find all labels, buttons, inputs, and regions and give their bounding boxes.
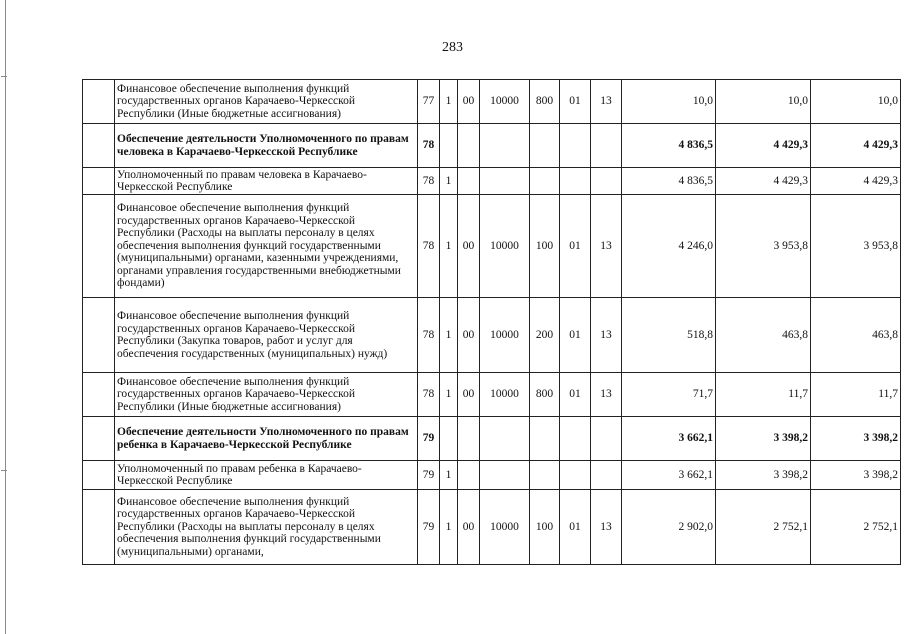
code-cell-c7 — [591, 417, 622, 461]
code-cell-c6: 01 — [560, 373, 591, 417]
code-cell-c3: 00 — [458, 80, 480, 124]
code-cell-c4: 10000 — [480, 80, 530, 124]
amount-cell-v3: 3 398,2 — [811, 417, 901, 461]
code-cell-c5: 100 — [530, 490, 560, 565]
amount-cell-v1: 4 836,5 — [622, 124, 716, 168]
table-row — [83, 195, 901, 298]
row-name-cell: Финансовое обеспечение выполнения функций государственных органов Карачаево-Черкесской Республики (Расходы на выплаты персоналу в целях обеспечения выполнения функций государственными (муниципальными) органами, казенными учреждениями, органами управления государственными внебюджетными фондами) — [115, 195, 418, 298]
code-cell-c3 — [458, 168, 480, 195]
row-margin-cell — [83, 298, 115, 373]
amount-cell-v3: 3 953,8 — [811, 195, 901, 298]
amount-cell-v3: 4 429,3 — [811, 168, 901, 195]
row-name-cell: Уполномоченный по правам человека в Карачаево-Черкесской Республике — [115, 168, 418, 195]
amount-cell-v3: 463,8 — [811, 298, 901, 373]
scan-left-edge — [5, 0, 6, 634]
code-cell-c1: 78 — [418, 124, 440, 168]
code-cell-c6 — [560, 124, 591, 168]
amount-cell-v3: 2 752,1 — [811, 490, 901, 565]
code-cell-c7: 13 — [591, 298, 622, 373]
amount-cell-v1: 10,0 — [622, 80, 716, 124]
table-row — [83, 124, 901, 168]
row-margin-cell — [83, 490, 115, 565]
amount-cell-v2: 2 752,1 — [716, 490, 811, 565]
row-name-cell: Уполномоченный по правам ребенка в Карачаево-Черкесской Республике — [115, 461, 418, 490]
amount-cell-v1: 3 662,1 — [622, 417, 716, 461]
code-cell-c1: 78 — [418, 195, 440, 298]
amount-cell-v3: 3 398,2 — [811, 461, 901, 490]
amount-cell-v1: 4 246,0 — [622, 195, 716, 298]
code-cell-c5 — [530, 124, 560, 168]
scan-edge-tick — [1, 76, 7, 77]
code-cell-c4: 10000 — [480, 490, 530, 565]
code-cell-c1: 78 — [418, 168, 440, 195]
code-cell-c2 — [440, 124, 458, 168]
budget-table — [82, 79, 901, 565]
code-cell-c6 — [560, 461, 591, 490]
code-cell-c5 — [530, 168, 560, 195]
code-cell-c1: 79 — [418, 417, 440, 461]
code-cell-c3: 00 — [458, 195, 480, 298]
code-cell-c2: 1 — [440, 373, 458, 417]
code-cell-c5 — [530, 461, 560, 490]
code-cell-c5: 800 — [530, 80, 560, 124]
row-name-cell: Обеспечение деятельности Уполномоченного по правам ребенка в Карачаево-Черкесской Республике — [115, 417, 418, 461]
scan-edge-tick — [1, 470, 7, 471]
row-margin-cell — [83, 417, 115, 461]
amount-cell-v2: 463,8 — [716, 298, 811, 373]
amount-cell-v3: 4 429,3 — [811, 124, 901, 168]
code-cell-c6: 01 — [560, 298, 591, 373]
code-cell-c7: 13 — [591, 373, 622, 417]
code-cell-c2: 1 — [440, 168, 458, 195]
code-cell-c5: 200 — [530, 298, 560, 373]
row-name-cell: Финансовое обеспечение выполнения функций государственных органов Карачаево-Черкесской Республики (Иные бюджетные ассигнования) — [115, 373, 418, 417]
amount-cell-v3: 11,7 — [811, 373, 901, 417]
code-cell-c4: 10000 — [480, 373, 530, 417]
row-margin-cell — [83, 124, 115, 168]
code-cell-c7 — [591, 168, 622, 195]
table-row — [83, 417, 901, 461]
code-cell-c6: 01 — [560, 80, 591, 124]
code-cell-c4 — [480, 168, 530, 195]
code-cell-c5: 800 — [530, 373, 560, 417]
code-cell-c4: 10000 — [480, 195, 530, 298]
amount-cell-v2: 10,0 — [716, 80, 811, 124]
code-cell-c7 — [591, 461, 622, 490]
code-cell-c5: 100 — [530, 195, 560, 298]
code-cell-c3 — [458, 124, 480, 168]
row-name-cell: Финансовое обеспечение выполнения функций государственных органов Карачаево-Черкесской Республики (Иные бюджетные ассигнования) — [115, 80, 418, 124]
code-cell-c5 — [530, 417, 560, 461]
amount-cell-v1: 71,7 — [622, 373, 716, 417]
amount-cell-v2: 3 398,2 — [716, 417, 811, 461]
row-name-cell: Финансовое обеспечение выполнения функций государственных органов Карачаево-Черкесской Республики (Расходы на выплаты персоналу в целях обеспечения выполнения функций государственными (муниципальными) органами, — [115, 490, 418, 565]
amount-cell-v1: 518,8 — [622, 298, 716, 373]
code-cell-c4 — [480, 417, 530, 461]
code-cell-c1: 79 — [418, 490, 440, 565]
row-name-cell: Финансовое обеспечение выполнения функций государственных органов Карачаево-Черкесской Республики (Закупка товаров, работ и услуг для обеспечения государственных (муниципальных) нужд) — [115, 298, 418, 373]
code-cell-c3 — [458, 417, 480, 461]
code-cell-c2: 1 — [440, 298, 458, 373]
table-row — [83, 373, 901, 417]
code-cell-c7 — [591, 124, 622, 168]
code-cell-c7: 13 — [591, 80, 622, 124]
code-cell-c2: 1 — [440, 80, 458, 124]
code-cell-c2: 1 — [440, 490, 458, 565]
code-cell-c1: 78 — [418, 373, 440, 417]
row-margin-cell — [83, 168, 115, 195]
amount-cell-v3: 10,0 — [811, 80, 901, 124]
code-cell-c7: 13 — [591, 195, 622, 298]
amount-cell-v2: 4 429,3 — [716, 124, 811, 168]
code-cell-c1: 77 — [418, 80, 440, 124]
code-cell-c4: 10000 — [480, 298, 530, 373]
table-row — [83, 80, 901, 124]
row-margin-cell — [83, 195, 115, 298]
row-name-cell: Обеспечение деятельности Уполномоченного по правам человека в Карачаево-Черкесской Республике — [115, 124, 418, 168]
code-cell-c3: 00 — [458, 298, 480, 373]
code-cell-c2: 1 — [440, 461, 458, 490]
code-cell-c3: 00 — [458, 490, 480, 565]
code-cell-c4 — [480, 461, 530, 490]
code-cell-c3 — [458, 461, 480, 490]
table-row — [83, 490, 901, 565]
amount-cell-v1: 2 902,0 — [622, 490, 716, 565]
code-cell-c2: 1 — [440, 195, 458, 298]
amount-cell-v1: 3 662,1 — [622, 461, 716, 490]
code-cell-c6: 01 — [560, 490, 591, 565]
table-row — [83, 168, 901, 195]
table-row — [83, 298, 901, 373]
code-cell-c1: 79 — [418, 461, 440, 490]
row-margin-cell — [83, 461, 115, 490]
amount-cell-v2: 4 429,3 — [716, 168, 811, 195]
code-cell-c4 — [480, 124, 530, 168]
code-cell-c2 — [440, 417, 458, 461]
amount-cell-v2: 3 953,8 — [716, 195, 811, 298]
amount-cell-v2: 3 398,2 — [716, 461, 811, 490]
code-cell-c1: 78 — [418, 298, 440, 373]
table-row — [83, 461, 901, 490]
code-cell-c7: 13 — [591, 490, 622, 565]
amount-cell-v2: 11,7 — [716, 373, 811, 417]
amount-cell-v1: 4 836,5 — [622, 168, 716, 195]
code-cell-c6 — [560, 417, 591, 461]
code-cell-c6 — [560, 168, 591, 195]
row-margin-cell — [83, 80, 115, 124]
row-margin-cell — [83, 373, 115, 417]
code-cell-c6: 01 — [560, 195, 591, 298]
page-number: 283 — [442, 40, 463, 55]
code-cell-c3: 00 — [458, 373, 480, 417]
